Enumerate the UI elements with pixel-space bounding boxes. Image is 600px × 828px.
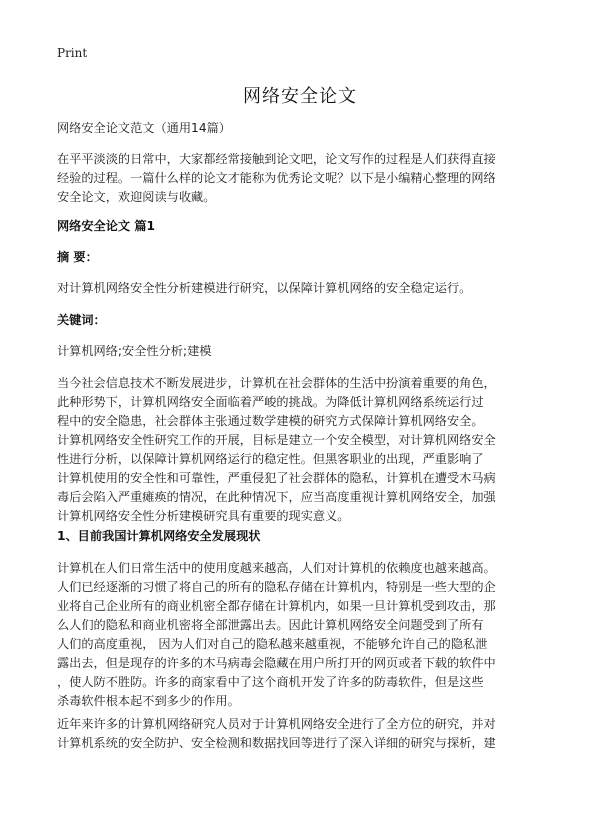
subsection-heading xyxy=(57,527,547,546)
keywords-label xyxy=(57,311,547,330)
text-line: 计算机网络安全性研究工作的开展，目标是建立一个安全模型，对计算机网络安全 xyxy=(57,433,496,447)
text-line: 业将自己企业所有的商业机密全都存储在计算机内，如果一旦计算机受到攻击，那 xyxy=(57,599,496,613)
text-line: 计算机系统的安全防护、安全检测和数据找回等进行了深入详细的研究与探析，建 xyxy=(57,736,496,750)
text-line: 么人们的隐私和商业机密将全部泄露出去。因此计算机网络安全问题受到了所有 xyxy=(57,618,484,632)
keywords-text xyxy=(57,342,547,361)
section-heading-text: 网络安全论文 篇1 xyxy=(57,219,156,233)
text-line: 对计算机网络安全性分析建模进行研究，以保障计算机网络的安全稳定运行。 xyxy=(57,281,472,295)
text-line: ，使人防不胜防。许多的商家看中了这个商机开发了许多的防毒软件，但是这些 xyxy=(57,675,484,689)
page-title: 网络安全论文 xyxy=(243,86,357,107)
text-line: 当今社会信息技术不断发展进步，计算机在社会群体的生活中扮演着重要的角色， xyxy=(57,376,496,390)
body-paragraph-1 xyxy=(57,374,547,526)
text-line: 性进行分析，以保障计算机网络运行的稳定性。但黑客职业的出现，严重影响了 xyxy=(57,452,484,466)
text-line: 在平平淡淡的日常中，大家都经常接触到论文吧，论文写作的过程是人们获得直接 xyxy=(57,152,496,166)
text-line: 此种形势下，计算机网络安全面临着严峻的挑战。为降低计算机网络系统运行过 xyxy=(57,395,484,409)
keywords-label-text: 关键词： xyxy=(57,313,106,327)
abstract-label xyxy=(57,248,547,267)
subtitle-text: 网络安全论文范文（通用14篇） xyxy=(57,121,231,135)
body-paragraph-2 xyxy=(57,559,547,711)
abstract-text xyxy=(57,279,547,298)
print-link[interactable]: Print xyxy=(57,46,88,60)
text-line: 毒后会陷入严重瘫痪的情况，在此种情况下，应当高度重视计算机网络安全，加强 xyxy=(57,490,496,504)
text-line: 计算机使用的安全性和可靠性，严重侵犯了社会群体的隐私，计算机在遭受木马病 xyxy=(57,471,496,485)
text-line: 程中的安全隐患，社会群体主张通过数学建模的研究方式保障计算机网络安全。 xyxy=(57,414,484,428)
text-line: 杀毒软件根本起不到多少的作用。 xyxy=(57,694,240,708)
subsection-heading-text: 1、目前我国计算机网络安全发展现状 xyxy=(57,529,261,543)
section-heading xyxy=(57,217,547,236)
text-line: 露出去，但是现存的许多的木马病毒会隐藏在用户所打开的网页或者下载的软件中 xyxy=(57,656,496,670)
text-line: 安全论文，欢迎阅读与收藏。 xyxy=(57,190,216,204)
document-subtitle xyxy=(57,119,547,138)
text-line: 计算机在人们日常生活中的使用度越来越高，人们对计算机的依赖度也越来越高。 xyxy=(57,561,496,575)
text-line: 计算机网络安全性分析建模研究具有重要的现实意义。 xyxy=(57,509,350,523)
abstract-label-text: 摘 要： xyxy=(57,250,98,264)
text-line: 人们的高度重视， 因为人们对自己的隐私越来越重视，不能够允许自己的隐私泄 xyxy=(57,637,488,651)
text-line: 经验的过程。一篇什么样的论文才能称为优秀论文呢？以下是小编精心整理的网络 xyxy=(57,171,496,185)
body-paragraph-3 xyxy=(57,715,547,753)
text-line: 计算机网络;安全性分析;建模 xyxy=(57,344,212,358)
intro-paragraph xyxy=(57,150,547,207)
text-line: 人们已经逐渐的习惯了将自己的所有的隐私存储在计算机内，特别是一些大型的企 xyxy=(57,580,496,594)
text-line: 近年来许多的计算机网络研究人员对于计算机网络安全进行了全方位的研究，并对 xyxy=(57,717,496,731)
